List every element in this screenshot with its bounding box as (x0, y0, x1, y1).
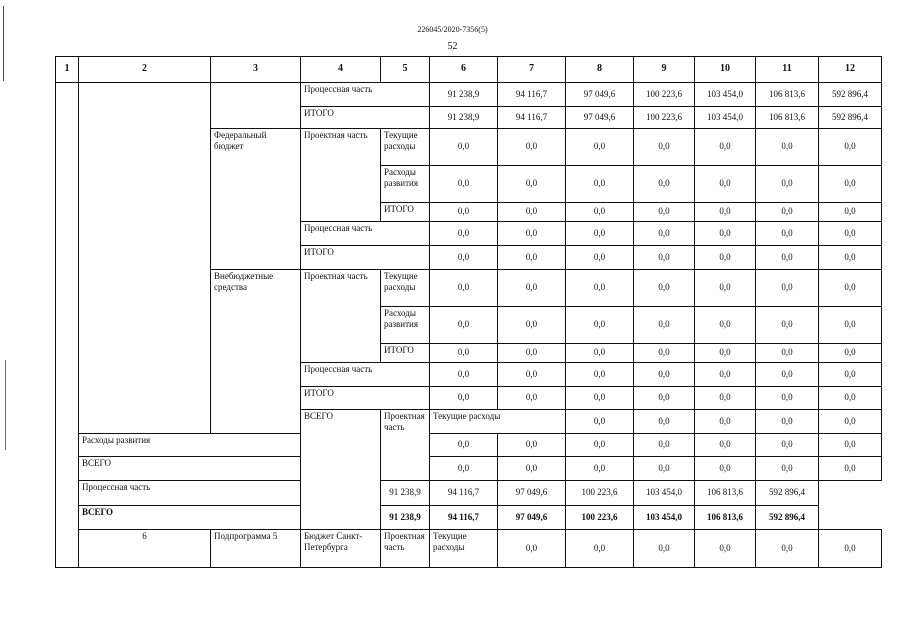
subprogram-label: Подпрограмма 5 (211, 530, 301, 568)
expense-type-label: ВСЕГО (79, 457, 301, 481)
value-cell: 0,0 (756, 166, 819, 203)
value-cell: 94 116,7 (498, 83, 566, 107)
value-cell: 0,0 (430, 129, 498, 166)
value-cell: 0,0 (634, 246, 695, 270)
value-cell: 0,0 (756, 344, 819, 363)
value-cell: 0,0 (634, 270, 695, 307)
value-cell: 0,0 (566, 344, 634, 363)
expense-type-label: ИТОГО (381, 344, 430, 363)
value-cell: 0,0 (819, 387, 882, 410)
value-cell: 94 116,7 (430, 481, 498, 506)
value-cell: 0,0 (695, 530, 756, 568)
column-header: 2 (79, 57, 211, 83)
value-cell: 0,0 (498, 363, 566, 387)
value-cell: 0,0 (498, 129, 566, 166)
column-header: 11 (756, 57, 819, 83)
funding-source-label: Федеральный бюджет (211, 129, 301, 270)
value-cell: 0,0 (819, 363, 882, 387)
value-cell: 0,0 (430, 387, 498, 410)
value-cell: 106 813,6 (756, 83, 819, 107)
value-cell: 97 049,6 (566, 107, 634, 129)
value-cell: 97 049,6 (498, 506, 566, 530)
value-cell: 0,0 (430, 166, 498, 203)
page-number: 52 (447, 41, 458, 52)
value-cell: 0,0 (566, 457, 634, 481)
value-cell: 0,0 (756, 222, 819, 246)
value-cell: 0,0 (498, 222, 566, 246)
row-label: Процессная часть (79, 481, 381, 506)
table-header-row (56, 57, 882, 83)
column-header: 9 (634, 57, 695, 83)
value-cell: 0,0 (634, 530, 695, 568)
part-label: Проектная часть (381, 530, 430, 568)
value-cell: 0,0 (498, 270, 566, 307)
value-cell: 0,0 (756, 363, 819, 387)
value-cell: 0,0 (695, 203, 756, 222)
value-cell: 0,0 (695, 410, 756, 434)
value-cell: 100 223,6 (634, 107, 695, 129)
value-cell: 0,0 (498, 387, 566, 410)
value-cell: 0,0 (634, 344, 695, 363)
value-cell: 106 813,6 (695, 481, 756, 506)
value-cell: 100 223,6 (566, 481, 634, 506)
value-cell: 0,0 (756, 246, 819, 270)
expense-type-label: Текущие расходы (430, 530, 498, 568)
column-header: 12 (819, 57, 882, 83)
value-cell: 0,0 (756, 129, 819, 166)
value-cell: 91 238,9 (381, 506, 430, 530)
cell-empty (56, 83, 79, 568)
column-header: 10 (695, 57, 756, 83)
value-cell: 0,0 (498, 530, 566, 568)
value-cell: 0,0 (634, 166, 695, 203)
value-cell: 0,0 (498, 457, 566, 481)
value-cell: 592 896,4 (756, 506, 819, 530)
value-cell: 0,0 (819, 222, 882, 246)
row-label: Процессная часть (301, 83, 430, 107)
row-label: Процессная часть (301, 363, 430, 387)
value-cell: 97 049,6 (498, 481, 566, 506)
value-cell: 0,0 (566, 246, 634, 270)
column-header: 5 (381, 57, 430, 83)
row-label: ИТОГО (301, 387, 430, 410)
value-cell: 0,0 (566, 222, 634, 246)
document-stamp: 226045/2020-7356(5) (417, 25, 488, 34)
value-cell: 0,0 (819, 203, 882, 222)
value-cell: 103 454,0 (634, 481, 695, 506)
value-cell: 0,0 (819, 434, 882, 457)
value-cell: 0,0 (566, 270, 634, 307)
value-cell: 100 223,6 (566, 506, 634, 530)
column-header: 7 (498, 57, 566, 83)
value-cell: 0,0 (430, 363, 498, 387)
table-row (56, 434, 882, 457)
value-cell: 0,0 (634, 457, 695, 481)
value-cell: 0,0 (430, 203, 498, 222)
value-cell: 0,0 (566, 530, 634, 568)
value-cell: 106 813,6 (695, 506, 756, 530)
value-cell: 0,0 (819, 344, 882, 363)
expense-type-label: Текущие расходы (381, 270, 430, 307)
value-cell: 592 896,4 (756, 481, 819, 506)
total-row (56, 506, 882, 530)
table-row (56, 530, 882, 568)
value-cell: 0,0 (756, 307, 819, 344)
value-cell: 0,0 (756, 457, 819, 481)
value-cell: 0,0 (634, 387, 695, 410)
value-cell: 0,0 (695, 434, 756, 457)
cell-empty (211, 83, 301, 129)
value-cell: 0,0 (756, 434, 819, 457)
value-cell: 0,0 (430, 246, 498, 270)
value-cell: 0,0 (695, 307, 756, 344)
value-cell: 106 813,6 (756, 107, 819, 129)
row-label: ИТОГО (301, 246, 430, 270)
value-cell: 0,0 (498, 434, 566, 457)
value-cell: 0,0 (566, 203, 634, 222)
value-cell: 0,0 (695, 344, 756, 363)
value-cell: 94 116,7 (430, 506, 498, 530)
value-cell: 0,0 (566, 387, 634, 410)
value-cell: 0,0 (498, 344, 566, 363)
value-cell: 592 896,4 (819, 83, 882, 107)
value-cell: 91 238,9 (430, 83, 498, 107)
expense-type-label: Текущие расходы (381, 129, 430, 166)
column-header: 6 (430, 57, 498, 83)
column-header: 1 (56, 57, 79, 83)
value-cell: 0,0 (756, 387, 819, 410)
column-header: 8 (566, 57, 634, 83)
value-cell: 0,0 (695, 246, 756, 270)
value-cell: 0,0 (430, 434, 498, 457)
value-cell: 0,0 (695, 222, 756, 246)
value-cell: 0,0 (819, 307, 882, 344)
table-row (56, 83, 882, 107)
value-cell: 94 116,7 (498, 107, 566, 129)
value-cell: 0,0 (819, 270, 882, 307)
value-cell: 592 896,4 (819, 107, 882, 129)
funding-source-label: Внебюджетные средства (211, 270, 301, 434)
value-cell: 0,0 (819, 246, 882, 270)
expense-type-label: Расходы развития (381, 166, 430, 203)
value-cell: 0,0 (566, 166, 634, 203)
expense-type-label: Расходы развития (381, 307, 430, 344)
value-cell: 91 238,9 (430, 107, 498, 129)
margin-mark (5, 360, 6, 450)
value-cell: 0,0 (566, 363, 634, 387)
value-cell: 0,0 (430, 222, 498, 246)
value-cell: 0,0 (498, 307, 566, 344)
row-label: ИТОГО (301, 107, 430, 129)
value-cell: 0,0 (819, 457, 882, 481)
value-cell: 0,0 (695, 270, 756, 307)
value-cell: 0,0 (695, 387, 756, 410)
value-cell: 0,0 (695, 363, 756, 387)
value-cell: 0,0 (498, 166, 566, 203)
value-cell: 0,0 (634, 410, 695, 434)
row-label: ВСЕГО (79, 506, 381, 530)
value-cell: 0,0 (498, 203, 566, 222)
value-cell: 0,0 (695, 457, 756, 481)
value-cell: 0,0 (566, 434, 634, 457)
value-cell: 0,0 (819, 410, 882, 434)
column-header: 3 (211, 57, 301, 83)
section-label: ВСЕГО (301, 410, 381, 530)
value-cell: 0,0 (756, 270, 819, 307)
value-cell: 0,0 (756, 203, 819, 222)
value-cell: 0,0 (634, 129, 695, 166)
value-cell: 0,0 (430, 344, 498, 363)
value-cell: 0,0 (430, 307, 498, 344)
value-cell: 0,0 (756, 530, 819, 568)
value-cell: 0,0 (634, 307, 695, 344)
value-cell: 0,0 (819, 530, 882, 568)
budget-table (55, 56, 882, 568)
value-cell: 0,0 (695, 129, 756, 166)
value-cell: 0,0 (634, 222, 695, 246)
value-cell: 0,0 (430, 270, 498, 307)
row-number: 6 (79, 530, 211, 568)
value-cell: 0,0 (634, 434, 695, 457)
value-cell: 103 454,0 (634, 506, 695, 530)
value-cell: 0,0 (634, 203, 695, 222)
value-cell: 0,0 (756, 410, 819, 434)
cell-empty (79, 83, 211, 434)
table-row (56, 457, 882, 481)
expense-type-label: Текущие расходы (430, 410, 566, 434)
value-cell: 0,0 (634, 363, 695, 387)
value-cell: 0,0 (430, 457, 498, 481)
value-cell: 0,0 (819, 166, 882, 203)
value-cell: 100 223,6 (634, 83, 695, 107)
value-cell: 0,0 (695, 166, 756, 203)
column-header: 4 (301, 57, 381, 83)
row-label: Процессная часть (301, 222, 430, 246)
value-cell: 0,0 (498, 246, 566, 270)
table-row (56, 481, 882, 506)
funding-source-label: Бюджет Санкт-Петербурга (301, 530, 381, 568)
expense-type-label: Расходы развития (79, 434, 301, 457)
value-cell: 103 454,0 (695, 83, 756, 107)
value-cell: 0,0 (819, 129, 882, 166)
value-cell: 97 049,6 (566, 83, 634, 107)
expense-type-label: ИТОГО (381, 203, 430, 222)
margin-mark (3, 6, 4, 81)
value-cell: 91 238,9 (381, 481, 430, 506)
value-cell: 103 454,0 (695, 107, 756, 129)
value-cell: 0,0 (566, 410, 634, 434)
part-label: Проектная часть (301, 270, 381, 363)
part-label: Проектная часть (301, 129, 381, 222)
part-label: Проектная часть (381, 410, 430, 481)
value-cell: 0,0 (566, 307, 634, 344)
value-cell: 0,0 (566, 129, 634, 166)
